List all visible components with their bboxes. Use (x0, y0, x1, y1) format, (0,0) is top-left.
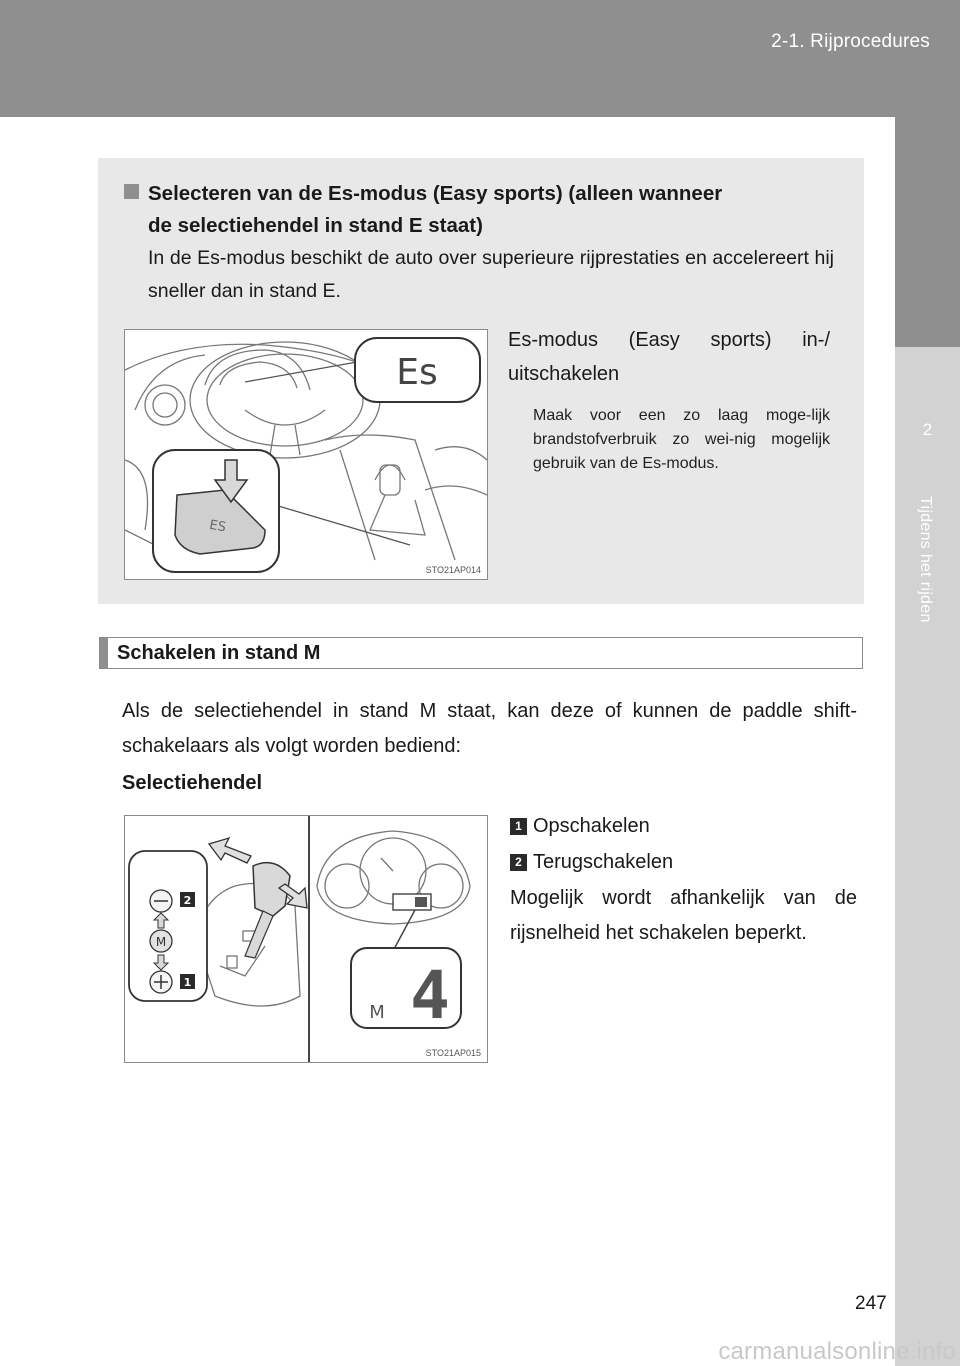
section-heading-text: Schakelen in stand M (117, 642, 321, 664)
number-badge: 2 (510, 854, 527, 871)
section-title: 2-1. Rijprocedures (771, 31, 930, 52)
gear-display: 4 (410, 957, 450, 1034)
es-mode-title: Es-modus (Easy sports) in-/ uitschakelen (508, 329, 830, 385)
shift-lever-drawing (125, 816, 487, 1062)
mode-letter: M (369, 1002, 385, 1023)
figure-code: STO21AP015 (425, 1048, 481, 1058)
chapter-tab (895, 117, 960, 347)
square-bullet-icon (124, 184, 139, 199)
es-mode-illustration (124, 329, 488, 580)
subheading: Selectiehendel (122, 772, 263, 794)
list-item-label: Opschakelen (533, 815, 650, 837)
chapter-number: 2 (922, 420, 933, 439)
shift-list (510, 808, 673, 880)
shift-limit-note: Mogelijk wordt afhankelijk van de rijsnelheid het schakelen beperkt. (510, 887, 857, 944)
list-item-label: Terugschakelen (533, 851, 674, 873)
number-badge: 1 (510, 818, 527, 835)
shift-lever-illustration (124, 815, 488, 1063)
list-item (510, 844, 673, 880)
page-header (0, 0, 960, 117)
watermark: carmanualsonline.info (718, 1338, 956, 1365)
info-box-heading: Selecteren van de Es-modus (Easy sports) (alleen wanneer de selectiehendel in stand E staat) (124, 178, 834, 242)
heading-bar (100, 638, 108, 668)
es-mode-note: Maak voor een zo laag moge-lijk brandstofverbruik zo wei-nig mogelijk gebruik van de Es-modus. (533, 407, 830, 472)
badge-up-label: 1 (183, 976, 192, 989)
es-button-label: ES (208, 517, 228, 536)
m-position-label: M (155, 935, 167, 949)
es-callout-label: Es (396, 352, 438, 393)
list-item (510, 808, 673, 844)
page-number: 247 (855, 1293, 887, 1314)
section-heading (99, 637, 863, 669)
figure-code: STO21AP014 (425, 565, 481, 575)
dashboard-drawing (125, 330, 487, 579)
chapter-title: Tijdens het rijden (917, 496, 934, 623)
info-box-body: In de Es-modus beschikt de auto over superieure rijprestaties en accelereert hij sneller dan in stand E. (148, 247, 834, 302)
section-body: Als de selectiehendel in stand M staat, kan deze of kunnen de paddle shift-schakelaars als volgt worden bediend: (122, 700, 857, 757)
arrow-up-icon (209, 838, 251, 863)
badge-down-label: 2 (183, 894, 192, 907)
